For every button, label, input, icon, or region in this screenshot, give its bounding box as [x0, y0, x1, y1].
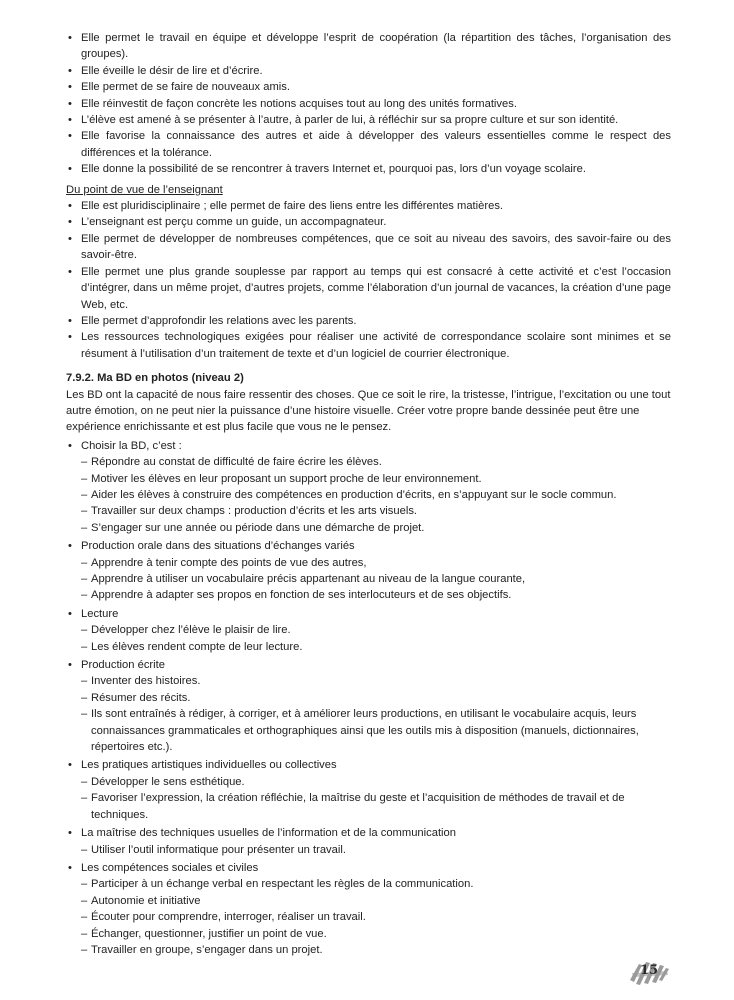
list-item: • Elle permet de développer de nombreuses compétences, que ce soit au niveau des savoirs, des savoir-faire ou des savoir-être. — [66, 231, 671, 264]
list-item: • Elle favorise la connaissance des autres et aide à développer des valeurs essentielles comme le respect des différences et la tolérance. — [66, 128, 671, 161]
sub-item: – Participer à un échange verbal en respectant les règles de la communication. — [81, 876, 671, 892]
objective-item — [66, 438, 671, 536]
objective-item — [66, 538, 671, 604]
list-item: • Elle permet le travail en équipe et développe l’esprit de coopération (la répartition des tâches, l’organisation des groupes). — [66, 30, 671, 63]
sub-item: – Résumer des récits. — [81, 690, 671, 706]
sub-item: – Travailler en groupe, s’engager dans un projet. — [81, 942, 671, 958]
page-number-badge — [627, 958, 671, 988]
page-number: 15 — [639, 963, 659, 978]
sub-item: – Développer chez l’élève le plaisir de lire. — [81, 622, 671, 638]
objective-label: Choisir la BD, c’est : — [81, 439, 182, 452]
sub-list — [81, 454, 671, 536]
teacher-section-heading: Du point de vue de l’enseignant — [66, 183, 223, 196]
teacher-benefits-list — [66, 198, 671, 362]
sub-item: – Les élèves rendent compte de leur lecture. — [81, 639, 671, 655]
objective-label: Production orale dans des situations d’échanges variés — [81, 540, 355, 553]
list-item: • L’élève est amené à se présenter à l’autre, à parler de lui, à réfléchir sur sa propre culture et sur son identité. — [66, 112, 671, 128]
sub-item: – S’engager sur une année ou période dans une démarche de projet. — [81, 520, 671, 536]
sub-item: – Apprendre à tenir compte des points de vue des autres, — [81, 555, 671, 571]
list-item: • Elle éveille le désir de lire et d’écrire. — [66, 63, 671, 79]
objective-label: La maîtrise des techniques usuelles de l’information et de la communication — [81, 827, 456, 840]
document-page — [66, 30, 671, 958]
section-title: 7.9.2. Ma BD en photos (niveau 2) — [66, 372, 244, 385]
sub-item: – Répondre au constat de difficulté de faire écrire les élèves. — [81, 454, 671, 470]
objective-label: Les compétences sociales et civiles — [81, 861, 259, 874]
objective-item — [66, 657, 671, 755]
sub-item: – Favoriser l’expression, la création réfléchie, la maîtrise du geste et l’acquisition de méthodes de travail et de techniques. — [81, 790, 671, 823]
sub-list — [81, 555, 671, 604]
objective-item — [66, 757, 671, 823]
sub-list — [81, 842, 671, 858]
list-item: • Elle est pluridisciplinaire ; elle permet de faire des liens entre les différentes matières. — [66, 198, 671, 214]
sub-item: – Utiliser l’outil informatique pour présenter un travail. — [81, 842, 671, 858]
objective-label: Lecture — [81, 607, 119, 620]
sub-item: – Échanger, questionner, justifier un point de vue. — [81, 926, 671, 942]
objective-item — [66, 825, 671, 858]
sub-item: – Travailler sur deux champs : production d’écrits et les arts visuels. — [81, 503, 671, 519]
sub-item: – Inventer des histoires. — [81, 673, 671, 689]
sub-list — [81, 774, 671, 823]
list-item: • Les ressources technologiques exigées pour réaliser une activité de correspondance scolaire sont minimes et se résument à l’utilisation d’un traitement de texte et d’un logiciel de courrier électronique. — [66, 329, 671, 362]
list-item: • L’enseignant est perçu comme un guide, un accompagnateur. — [66, 214, 671, 230]
list-item: • Elle permet d’approfondir les relations avec les parents. — [66, 313, 671, 329]
sub-item: – Aider les élèves à construire des compétences en production d’écrits, en s’appuyant sur le socle commun. — [81, 487, 671, 503]
list-item: • Elle réinvestit de façon concrète les notions acquises tout au long des unités formatives. — [66, 96, 671, 112]
sub-item: – Apprendre à adapter ses propos en fonction de ses interlocuteurs et de ses objectifs. — [81, 587, 671, 603]
objective-label: Production écrite — [81, 659, 165, 672]
list-item: • Elle permet de se faire de nouveaux amis. — [66, 79, 671, 95]
sub-list — [81, 673, 671, 755]
intro-paragraph: Les BD ont la capacité de nous faire ressentir des choses. Que ce soit le rire, la tristesse, l’intrigue, l’excitation ou une tout autre émotion, on ne peut nier la puissance d’une histoire visuelle. Créer votre propre bande dessinée peut être une expérience enrichissante et est plus facile que vous ne le pensez. — [66, 388, 671, 434]
section-intro — [66, 387, 671, 436]
sub-item: – Écouter pour comprendre, interroger, réaliser un travail. — [81, 909, 671, 925]
sub-item: – Motiver les élèves en leur proposant un support proche de leur environnement. — [81, 471, 671, 487]
sub-item: – Apprendre à utiliser un vocabulaire précis appartenant au niveau de la langue courante, — [81, 571, 671, 587]
bd-objectives-list — [66, 438, 671, 959]
sub-item: – Développer le sens esthétique. — [81, 774, 671, 790]
objective-item — [66, 860, 671, 958]
objective-item — [66, 606, 671, 655]
sub-list — [81, 622, 671, 655]
list-item: • Elle permet une plus grande souplesse par rapport au temps qui est consacré à cette activité et c’est l’occasion d’intégrer, dans un même projet, d’autres projets, comme l’élaboration d’un journal de vacances, la création d’une page Web, etc. — [66, 264, 671, 313]
sub-list — [81, 876, 671, 958]
sub-item: – Ils sont entraînés à rédiger, à corriger, et à améliorer leurs productions, en utilisant le vocabulaire acquis, leurs connaissances grammaticales et orthographiques ainsi que les outils mis à disposition (manuels, dictionnaires, répertoires etc.). — [81, 706, 671, 755]
sub-item: – Autonomie et initiative — [81, 893, 671, 909]
objective-label: Les pratiques artistiques individuelles ou collectives — [81, 759, 337, 772]
pupil-benefits-list — [66, 30, 671, 178]
list-item: • Elle donne la possibilité de se rencontrer à travers Internet et, pourquoi pas, lors d’un voyage scolaire. — [66, 161, 671, 177]
